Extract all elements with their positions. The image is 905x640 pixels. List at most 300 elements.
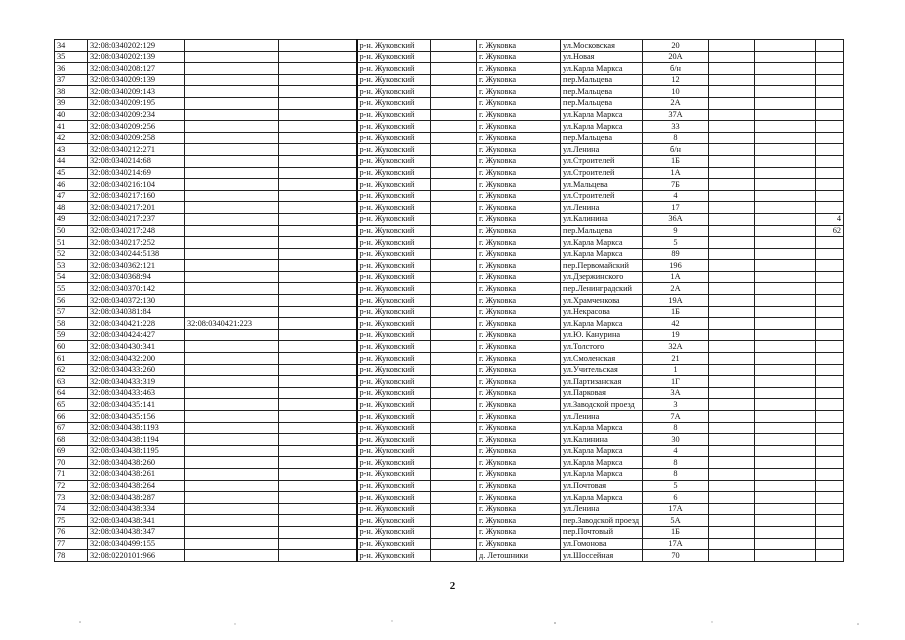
- cell-empty-col-4: [279, 271, 357, 283]
- cell-empty-col-4: [279, 550, 357, 562]
- cell-cadastral-number: 32:08:0340499:155: [88, 538, 185, 550]
- cell-linked-cadastral-number: [185, 132, 279, 144]
- table-row: [55, 411, 844, 423]
- cell-row-number: 44: [55, 155, 88, 167]
- cell-street: ул.Карла Маркса: [561, 63, 643, 75]
- cell-cadastral-number: 32:08:0340438:260: [88, 457, 185, 469]
- cell-empty-col-11: [755, 295, 816, 307]
- cell-value: [816, 97, 844, 109]
- table-row: [55, 318, 844, 330]
- cell-empty-col-10: [709, 74, 755, 86]
- cell-empty-col-10: [709, 468, 755, 480]
- cell-empty-col-4: [279, 225, 357, 237]
- cell-row-number: 68: [55, 434, 88, 446]
- table-row: [55, 329, 844, 341]
- cell-linked-cadastral-number: [185, 283, 279, 295]
- table-row: [55, 480, 844, 492]
- cell-value: [816, 271, 844, 283]
- cell-empty-col-6: [431, 74, 477, 86]
- cell-empty-col-6: [431, 503, 477, 515]
- cell-district: р-н. Жуковский: [357, 271, 431, 283]
- cell-empty-col-6: [431, 51, 477, 63]
- cell-house-number: 12: [643, 74, 709, 86]
- cell-row-number: 64: [55, 387, 88, 399]
- table-row: [55, 376, 844, 388]
- cell-empty-col-6: [431, 492, 477, 504]
- cell-empty-col-11: [755, 155, 816, 167]
- cell-locality: г. Жуковка: [477, 341, 561, 353]
- cell-empty-col-10: [709, 341, 755, 353]
- cell-cadastral-number: 32:08:0340368:94: [88, 271, 185, 283]
- cell-district: р-н. Жуковский: [357, 387, 431, 399]
- cell-district: р-н. Жуковский: [357, 515, 431, 527]
- cell-locality: г. Жуковка: [477, 376, 561, 388]
- cell-cadastral-number: 32:08:0340424:427: [88, 329, 185, 341]
- cell-empty-col-4: [279, 179, 357, 191]
- cell-cadastral-number: 32:08:0340433:463: [88, 387, 185, 399]
- cell-empty-col-11: [755, 526, 816, 538]
- table-row: [55, 179, 844, 191]
- cell-empty-col-10: [709, 538, 755, 550]
- cell-linked-cadastral-number: [185, 121, 279, 133]
- cell-house-number: 5: [643, 237, 709, 249]
- cell-locality: г. Жуковка: [477, 40, 561, 52]
- cell-district: р-н. Жуковский: [357, 213, 431, 225]
- cell-linked-cadastral-number: [185, 167, 279, 179]
- cell-house-number: 7А: [643, 411, 709, 423]
- cell-street: ул.Строителей: [561, 155, 643, 167]
- cell-linked-cadastral-number: [185, 399, 279, 411]
- cell-house-number: 1Б: [643, 526, 709, 538]
- cell-empty-col-11: [755, 237, 816, 249]
- cell-empty-col-4: [279, 63, 357, 75]
- cell-row-number: 75: [55, 515, 88, 527]
- table-row: [55, 550, 844, 562]
- table-row: [55, 260, 844, 272]
- cell-empty-col-11: [755, 329, 816, 341]
- cell-row-number: 46: [55, 179, 88, 191]
- cell-cadastral-number: 32:08:0340438:287: [88, 492, 185, 504]
- cell-house-number: 5: [643, 480, 709, 492]
- cell-street: пер.Заводской проезд: [561, 515, 643, 527]
- cell-house-number: 4: [643, 445, 709, 457]
- cell-cadastral-number: 32:08:0340202:139: [88, 51, 185, 63]
- table-row: [55, 515, 844, 527]
- cell-empty-col-11: [755, 422, 816, 434]
- cell-linked-cadastral-number: [185, 155, 279, 167]
- cell-district: р-н. Жуковский: [357, 353, 431, 365]
- cell-district: р-н. Жуковский: [357, 295, 431, 307]
- cell-row-number: 47: [55, 190, 88, 202]
- cell-row-number: 71: [55, 468, 88, 480]
- table-row: [55, 468, 844, 480]
- cell-cadastral-number: 32:08:0340435:141: [88, 399, 185, 411]
- cell-empty-col-4: [279, 399, 357, 411]
- cell-empty-col-6: [431, 329, 477, 341]
- cell-cadastral-number: 32:08:0340209:258: [88, 132, 185, 144]
- cell-cadastral-number: 32:08:0340212:271: [88, 144, 185, 156]
- cell-street: ул.Ленина: [561, 411, 643, 423]
- table-row: [55, 97, 844, 109]
- cell-district: р-н. Жуковский: [357, 376, 431, 388]
- cell-row-number: 63: [55, 376, 88, 388]
- cell-row-number: 59: [55, 329, 88, 341]
- cell-street: ул.Некрасова: [561, 306, 643, 318]
- cell-locality: г. Жуковка: [477, 457, 561, 469]
- cell-value: [816, 353, 844, 365]
- table-row: [55, 40, 844, 52]
- cell-empty-col-11: [755, 353, 816, 365]
- cell-linked-cadastral-number: [185, 364, 279, 376]
- cell-cadastral-number: 32:08:0340370:142: [88, 283, 185, 295]
- cell-cadastral-number: 32:08:0340217:160: [88, 190, 185, 202]
- cell-empty-col-11: [755, 457, 816, 469]
- cell-row-number: 77: [55, 538, 88, 550]
- cell-linked-cadastral-number: [185, 295, 279, 307]
- cell-empty-col-4: [279, 480, 357, 492]
- cell-empty-col-4: [279, 538, 357, 550]
- cell-value: [816, 306, 844, 318]
- cell-row-number: 74: [55, 503, 88, 515]
- table-row: [55, 503, 844, 515]
- cell-street: ул.Дзержинского: [561, 271, 643, 283]
- cell-empty-col-10: [709, 283, 755, 295]
- cell-house-number: 8: [643, 457, 709, 469]
- cell-district: р-н. Жуковский: [357, 144, 431, 156]
- cell-value: 4: [816, 213, 844, 225]
- cell-district: р-н. Жуковский: [357, 341, 431, 353]
- cell-empty-col-10: [709, 97, 755, 109]
- cell-street: ул.Учительская: [561, 364, 643, 376]
- cell-locality: г. Жуковка: [477, 109, 561, 121]
- cell-empty-col-11: [755, 179, 816, 191]
- cell-locality: г. Жуковка: [477, 480, 561, 492]
- cell-value: [816, 492, 844, 504]
- cell-row-number: 65: [55, 399, 88, 411]
- cell-linked-cadastral-number: [185, 109, 279, 121]
- cell-row-number: 66: [55, 411, 88, 423]
- cell-cadastral-number: 32:08:0340208:127: [88, 63, 185, 75]
- table-row: [55, 213, 844, 225]
- cell-house-number: 8: [643, 468, 709, 480]
- cell-district: р-н. Жуковский: [357, 457, 431, 469]
- table-row: [55, 121, 844, 133]
- cell-empty-col-4: [279, 492, 357, 504]
- cell-street: ул.Гомонова: [561, 538, 643, 550]
- cell-empty-col-4: [279, 318, 357, 330]
- cell-cadastral-number: 32:08:0340372:130: [88, 295, 185, 307]
- cell-linked-cadastral-number: [185, 144, 279, 156]
- cell-locality: г. Жуковка: [477, 434, 561, 446]
- table-row: [55, 155, 844, 167]
- cell-locality: г. Жуковка: [477, 399, 561, 411]
- cell-street: ул.Партизанская: [561, 376, 643, 388]
- cell-value: [816, 550, 844, 562]
- cell-locality: г. Жуковка: [477, 260, 561, 272]
- cell-empty-col-10: [709, 295, 755, 307]
- cell-district: р-н. Жуковский: [357, 329, 431, 341]
- cell-linked-cadastral-number: [185, 492, 279, 504]
- cell-empty-col-11: [755, 202, 816, 214]
- cell-empty-col-4: [279, 132, 357, 144]
- cell-empty-col-11: [755, 132, 816, 144]
- cell-locality: г. Жуковка: [477, 237, 561, 249]
- cell-house-number: 30: [643, 434, 709, 446]
- cell-value: [816, 248, 844, 260]
- cell-empty-col-10: [709, 387, 755, 399]
- cell-linked-cadastral-number: 32:08:0340421:223: [185, 318, 279, 330]
- cell-district: р-н. Жуковский: [357, 63, 431, 75]
- cell-empty-col-4: [279, 202, 357, 214]
- cell-empty-col-6: [431, 411, 477, 423]
- cell-row-number: 42: [55, 132, 88, 144]
- cell-empty-col-10: [709, 225, 755, 237]
- cell-value: [816, 341, 844, 353]
- cell-value: [816, 109, 844, 121]
- cell-locality: г. Жуковка: [477, 445, 561, 457]
- cell-linked-cadastral-number: [185, 387, 279, 399]
- cell-empty-col-6: [431, 538, 477, 550]
- cell-district: р-н. Жуковский: [357, 411, 431, 423]
- cell-street: ул.Карла Маркса: [561, 492, 643, 504]
- cell-locality: г. Жуковка: [477, 121, 561, 133]
- cell-empty-col-6: [431, 190, 477, 202]
- cell-empty-col-6: [431, 121, 477, 133]
- cell-empty-col-11: [755, 468, 816, 480]
- cell-value: [816, 445, 844, 457]
- cell-empty-col-4: [279, 387, 357, 399]
- table-row: [55, 202, 844, 214]
- cell-empty-col-10: [709, 213, 755, 225]
- cell-linked-cadastral-number: [185, 225, 279, 237]
- cell-empty-col-6: [431, 283, 477, 295]
- cell-row-number: 61: [55, 353, 88, 365]
- cell-value: [816, 179, 844, 191]
- cell-district: р-н. Жуковский: [357, 190, 431, 202]
- cell-street: ул.Карла Маркса: [561, 422, 643, 434]
- cell-cadastral-number: 32:08:0340421:228: [88, 318, 185, 330]
- cell-linked-cadastral-number: [185, 213, 279, 225]
- cell-row-number: 36: [55, 63, 88, 75]
- cell-linked-cadastral-number: [185, 480, 279, 492]
- cell-linked-cadastral-number: [185, 306, 279, 318]
- cell-value: 62: [816, 225, 844, 237]
- cell-value: [816, 190, 844, 202]
- cell-empty-col-4: [279, 97, 357, 109]
- scan-specks: [0, 608, 905, 638]
- cell-linked-cadastral-number: [185, 97, 279, 109]
- cell-linked-cadastral-number: [185, 538, 279, 550]
- cell-cadastral-number: 32:08:0340209:143: [88, 86, 185, 98]
- cell-empty-col-4: [279, 515, 357, 527]
- cell-empty-col-11: [755, 364, 816, 376]
- cell-house-number: 19: [643, 329, 709, 341]
- cell-house-number: 1Г: [643, 376, 709, 388]
- cell-row-number: 57: [55, 306, 88, 318]
- cell-house-number: 4: [643, 190, 709, 202]
- cell-locality: г. Жуковка: [477, 515, 561, 527]
- cell-empty-col-11: [755, 550, 816, 562]
- cell-empty-col-10: [709, 318, 755, 330]
- cell-empty-col-4: [279, 74, 357, 86]
- cell-street: ул.Мальцева: [561, 179, 643, 191]
- cell-linked-cadastral-number: [185, 329, 279, 341]
- cell-value: [816, 538, 844, 550]
- cell-cadastral-number: 32:08:0340244:5138: [88, 248, 185, 260]
- cell-empty-col-4: [279, 109, 357, 121]
- cell-linked-cadastral-number: [185, 515, 279, 527]
- cell-empty-col-4: [279, 144, 357, 156]
- cell-value: [816, 503, 844, 515]
- cell-empty-col-4: [279, 260, 357, 272]
- cell-value: [816, 74, 844, 86]
- table-row: [55, 271, 844, 283]
- cell-locality: г. Жуковка: [477, 271, 561, 283]
- cell-house-number: 33: [643, 121, 709, 133]
- cell-house-number: 17А: [643, 538, 709, 550]
- cell-empty-col-10: [709, 271, 755, 283]
- cell-cadastral-number: 32:08:0340209:234: [88, 109, 185, 121]
- cell-cadastral-number: 32:08:0340217:252: [88, 237, 185, 249]
- cell-empty-col-6: [431, 86, 477, 98]
- cell-empty-col-6: [431, 434, 477, 446]
- cell-locality: г. Жуковка: [477, 306, 561, 318]
- cell-district: р-н. Жуковский: [357, 179, 431, 191]
- cell-locality: г. Жуковка: [477, 526, 561, 538]
- cell-street: пер.Мальцева: [561, 74, 643, 86]
- cell-district: р-н. Жуковский: [357, 492, 431, 504]
- cell-empty-col-6: [431, 295, 477, 307]
- cell-empty-col-6: [431, 480, 477, 492]
- cell-linked-cadastral-number: [185, 40, 279, 52]
- cell-empty-col-6: [431, 225, 477, 237]
- cell-empty-col-4: [279, 86, 357, 98]
- cell-empty-col-6: [431, 237, 477, 249]
- cell-linked-cadastral-number: [185, 457, 279, 469]
- cell-house-number: 36А: [643, 213, 709, 225]
- cell-empty-col-10: [709, 121, 755, 133]
- cell-district: р-н. Жуковский: [357, 86, 431, 98]
- cell-empty-col-4: [279, 329, 357, 341]
- cell-street: ул.Шоссейная: [561, 550, 643, 562]
- cell-empty-col-10: [709, 63, 755, 75]
- cell-locality: г. Жуковка: [477, 468, 561, 480]
- cell-locality: г. Жуковка: [477, 248, 561, 260]
- cell-street: ул.Карла Маркса: [561, 318, 643, 330]
- cell-value: [816, 202, 844, 214]
- table-row: [55, 353, 844, 365]
- cell-empty-col-11: [755, 376, 816, 388]
- cell-district: р-н. Жуковский: [357, 74, 431, 86]
- cell-street: пер.Почтовый: [561, 526, 643, 538]
- cell-locality: г. Жуковка: [477, 329, 561, 341]
- table-row: [55, 190, 844, 202]
- cell-value: [816, 480, 844, 492]
- cell-house-number: 3: [643, 399, 709, 411]
- cell-empty-col-6: [431, 63, 477, 75]
- cell-empty-col-11: [755, 40, 816, 52]
- cell-empty-col-11: [755, 260, 816, 272]
- cell-locality: г. Жуковка: [477, 295, 561, 307]
- cell-district: р-н. Жуковский: [357, 434, 431, 446]
- cell-street: ул.Заводской проезд: [561, 399, 643, 411]
- cell-empty-col-4: [279, 341, 357, 353]
- cell-locality: г. Жуковка: [477, 190, 561, 202]
- cell-locality: г. Жуковка: [477, 364, 561, 376]
- table-row: [55, 109, 844, 121]
- cell-empty-col-10: [709, 179, 755, 191]
- cell-value: [816, 86, 844, 98]
- cell-empty-col-10: [709, 550, 755, 562]
- cell-house-number: 17А: [643, 503, 709, 515]
- cell-street: ул.Храмченкова: [561, 295, 643, 307]
- cell-linked-cadastral-number: [185, 63, 279, 75]
- cell-street: ул.Ю. Канурина: [561, 329, 643, 341]
- cell-house-number: 10: [643, 86, 709, 98]
- cell-row-number: 34: [55, 40, 88, 52]
- cell-locality: г. Жуковка: [477, 63, 561, 75]
- page-number: 2: [449, 580, 456, 592]
- table-row: [55, 399, 844, 411]
- table-row: [55, 445, 844, 457]
- cell-empty-col-10: [709, 167, 755, 179]
- cell-value: [816, 283, 844, 295]
- cell-locality: г. Жуковка: [477, 492, 561, 504]
- cell-cadastral-number: 32:08:0340438:1193: [88, 422, 185, 434]
- cell-street: ул.Ленина: [561, 503, 643, 515]
- cell-row-number: 70: [55, 457, 88, 469]
- cell-locality: г. Жуковка: [477, 387, 561, 399]
- cell-district: р-н. Жуковский: [357, 155, 431, 167]
- cell-empty-col-10: [709, 40, 755, 52]
- cell-empty-col-6: [431, 515, 477, 527]
- cell-empty-col-4: [279, 411, 357, 423]
- cell-locality: г. Жуковка: [477, 213, 561, 225]
- cell-empty-col-4: [279, 40, 357, 52]
- cell-cadastral-number: 32:08:0340209:256: [88, 121, 185, 133]
- cell-empty-col-6: [431, 422, 477, 434]
- cell-row-number: 48: [55, 202, 88, 214]
- cell-empty-col-4: [279, 364, 357, 376]
- cell-value: [816, 364, 844, 376]
- cell-empty-col-11: [755, 190, 816, 202]
- cell-empty-col-6: [431, 387, 477, 399]
- cell-cadastral-number: 32:08:0340438:341: [88, 515, 185, 527]
- cell-locality: г. Жуковка: [477, 283, 561, 295]
- cell-house-number: 21: [643, 353, 709, 365]
- cell-value: [816, 457, 844, 469]
- cell-value: [816, 40, 844, 52]
- cell-street: пер.Первомайский: [561, 260, 643, 272]
- cell-row-number: 53: [55, 260, 88, 272]
- cell-house-number: 20А: [643, 51, 709, 63]
- cell-empty-col-11: [755, 341, 816, 353]
- cell-linked-cadastral-number: [185, 202, 279, 214]
- cell-empty-col-11: [755, 318, 816, 330]
- cell-empty-col-4: [279, 248, 357, 260]
- cell-empty-col-4: [279, 457, 357, 469]
- cell-cadastral-number: 32:08:0340216:104: [88, 179, 185, 191]
- cell-district: р-н. Жуковский: [357, 283, 431, 295]
- cell-street: ул.Ленина: [561, 202, 643, 214]
- cell-district: р-н. Жуковский: [357, 121, 431, 133]
- cell-row-number: 55: [55, 283, 88, 295]
- cell-cadastral-number: 32:08:0340214:68: [88, 155, 185, 167]
- table-row: [55, 492, 844, 504]
- cell-empty-col-4: [279, 213, 357, 225]
- cell-empty-col-11: [755, 121, 816, 133]
- cell-value: [816, 260, 844, 272]
